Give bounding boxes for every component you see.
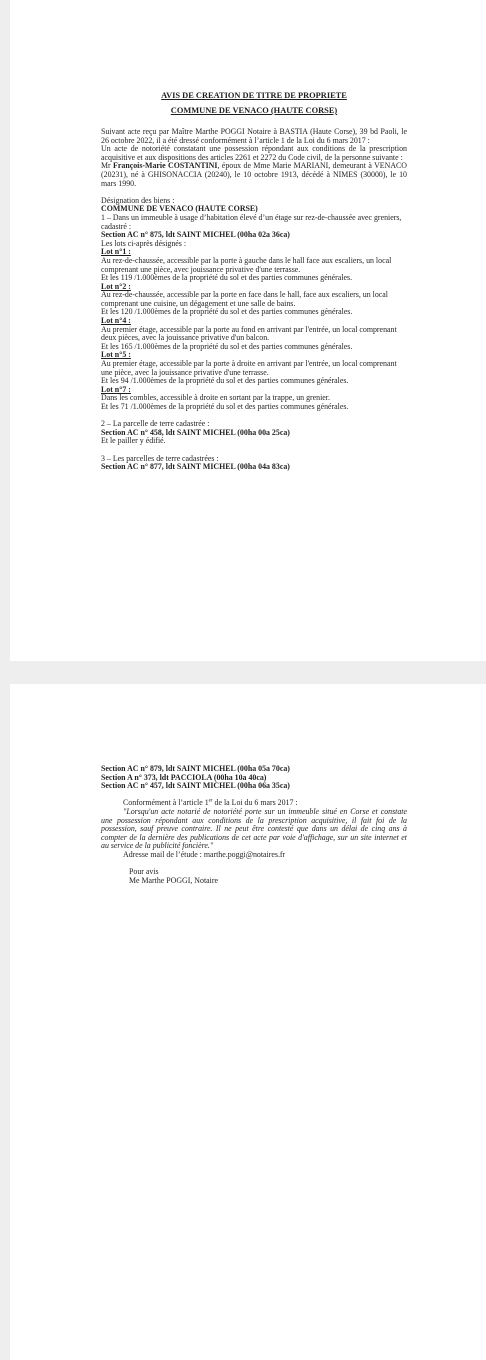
lot-label: Lot n°7 : [101, 384, 131, 394]
lot-block [101, 351, 407, 385]
lot-block [101, 317, 407, 351]
lots-intro: Les lots ci-après désignés : [101, 238, 187, 248]
page-1-content [101, 91, 407, 472]
item-1-section: Section AC n° 875, ldt SAINT MICHEL (00ha 02a 36ca) [101, 230, 290, 240]
item-3-intro: 3 – Les parcelles de terre cadastrées : [101, 453, 219, 463]
lot-label: Lot n°1 : [101, 247, 131, 257]
lot-block [101, 283, 407, 317]
item-2-note: Et le pailler y édifié. [101, 436, 166, 446]
document-page-1 [10, 0, 486, 661]
designation-heading: Désignation des biens : [101, 195, 175, 205]
legal-reference-text: Conformément à l’article 1 [123, 798, 209, 808]
person-prefix: Mr [101, 161, 114, 171]
office-email: Adresse mail de l’étude : marthe.poggi@notaires.fr [123, 849, 286, 859]
legal-reference-text-end: de la Loi du 6 mars 2017 : [212, 798, 298, 808]
parcel-section: Section A n° 373, ldt PACCIOLA (00ha 10a 40ca) [101, 772, 267, 782]
commune-heading: COMMUNE DE VENACO (HAUTE CORSE) [101, 204, 258, 214]
lot-description: Au rez-de-chaussée, accessible par la porte à gauche dans le hall face aux escaliers, un local comprenant une pièce, avec jouissance privative d'une terrasse. [101, 255, 392, 274]
document-title: AVIS DE CREATION DE TITRE DE PROPRIETE [161, 91, 347, 100]
intro-paragraph: Suivant acte reçu par Maître Marthe POGGI Notaire à BASTIA (Haute Corse), 39 bd Paoli, le 26 octobre 2022, il a été dressé conformément à l’article 1 de la Loi du 6 mars 2017 : [101, 127, 407, 145]
signature-line-1: Pour avis [129, 867, 159, 877]
item-1-intro: 1 – Dans un immeuble à usage d’habitation élevé d’un étage sur rez-de-chaussée avec greniers, cadastré : [101, 212, 402, 231]
lot-block [101, 248, 407, 282]
person-details: , époux de Mme Marie MARIANI, demeurant à VENACO (20231), né à GHISONACCIA (20240), le 10 octobre 1913, décédé à NIMES (30000), le 10 mars 1990. [101, 161, 407, 188]
lot-description: Dans les combles, accessible à droite en sortant par la trappe, un grenier. [101, 393, 330, 403]
parcel-section: Section AC n° 879, ldt SAINT MICHEL (00ha 05a 70ca) [101, 764, 290, 773]
lot-description: Au premier étage, accessible par la porte à droite en arrivant par l'entrée, un local comprenant une pièce, avec la jouissance privative d'une terrasse. [101, 359, 397, 377]
document-page-2 [10, 684, 486, 1360]
legal-quote: "Lorsqu'un acte notarié de notoriété porte sur un immeuble situé en Corse et constate une possession répondant aux conditions de la prescription acquisitive, il fait foi de la possession, sauf preuve contraire. Il ne peut être contesté que dans un délai de cinq ans à compter de la dernière des publications de cet acte par voie d'affichage, sur un site internet et au service de la publicité foncière." [101, 806, 407, 851]
item-2-section: Section AC n° 458, ldt SAINT MICHEL (00ha 00a 25ca) [101, 427, 290, 437]
document-subtitle: COMMUNE DE VENACO (HAUTE CORSE) [170, 106, 338, 115]
lot-label: Lot n°5 : [101, 350, 131, 360]
lot-share: Et les 94 /1.000èmes de la propriété du sol et des parties communes générales. [101, 376, 349, 386]
intro-paragraph-2: Un acte de notoriété constatant une possession répondant aux conditions de la prescription acquisitive et aux dispositions des articles 2261 et 2272 du Code civil, de la personne suivante : [101, 144, 407, 162]
lot-description: Au rez-de-chaussée, accessible par la porte en face dans le hall, face aux escaliers, un local comprenant une cuisine, un dégagement et une salle de bains. [101, 290, 388, 308]
legal-reference-sup: er [208, 798, 213, 804]
lot-block [101, 386, 407, 412]
parcel-section: Section AC n° 457, ldt SAINT MICHEL (00ha 06a 35ca) [101, 781, 290, 791]
item-2-intro: 2 – La parcelle de terre cadastrée : [101, 419, 210, 429]
lot-share: Et les 71 /1.000èmes de la propriété du sol et des parties communes générales. [101, 402, 349, 411]
page-2-content [101, 765, 407, 885]
person-paragraph [101, 162, 407, 188]
lot-label: Lot n°4 : [101, 316, 131, 326]
lot-description: Au premier étage, accessible par la porte au fond en arrivant par l'entrée, un local comprenant deux pièces, avec la jouissance privative d'un balcon. [101, 324, 397, 343]
lot-label: Lot n°2 : [101, 281, 131, 291]
person-name: François-Marie COSTANTINI [113, 161, 218, 171]
lot-share: Et les 165 /1.000èmes de la propriété du sol et des parties communes générales. [101, 341, 353, 351]
lot-share: Et les 119 /1.000èmes de la propriété du sol et des parties communes générales. [101, 273, 353, 283]
lot-share: Et les 120 /1.000èmes de la propriété du sol et des parties communes générales. [101, 307, 353, 317]
item-3-section: Section AC n° 877, ldt SAINT MICHEL (00ha 04a 83ca) [101, 462, 290, 472]
signature-line-2: Me Marthe POGGI, Notaire [129, 875, 218, 885]
